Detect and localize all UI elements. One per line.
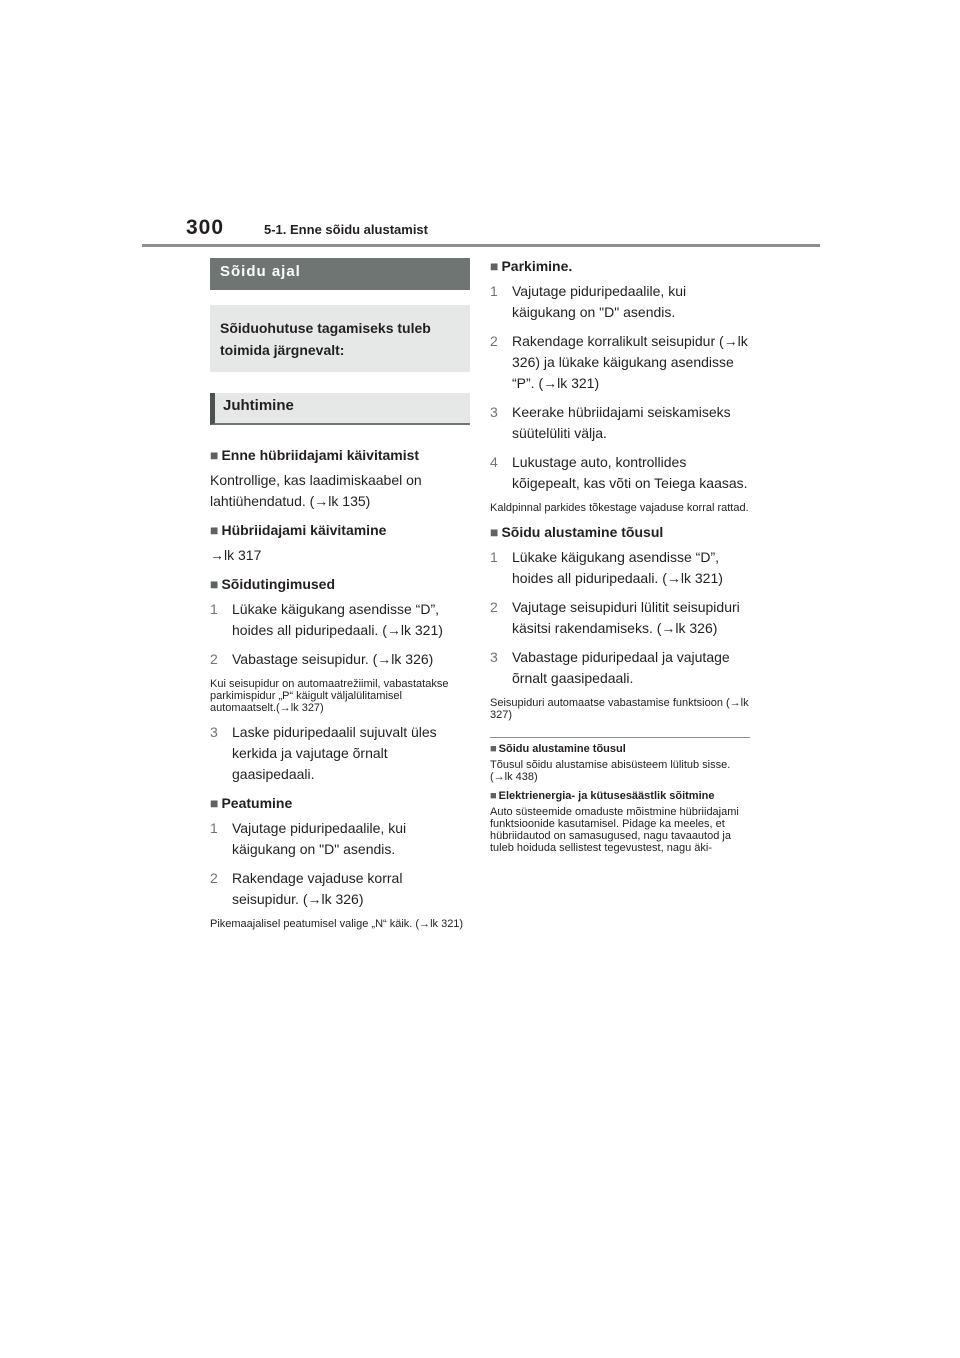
note-text: Pikemaajalisel peatumisel valige „N“ käik. (→lk 321) — [210, 918, 464, 930]
step-text: Vabastage piduripedaal ja vajutage õrnalt gaasipedaali. — [512, 649, 730, 686]
step-item — [490, 402, 750, 444]
step-text: Vajutage seisupiduri lülitit seisupiduri käsitsi rakendamiseks. (→lk 326) — [512, 599, 740, 636]
note-heading: ■ Elektrienergia- ja kütusesäästlik sõitmine — [490, 790, 715, 802]
note-body: Auto süsteemide omaduste mõistmine hübriidajami funktsioonide kasutamisel. Pidage ka meeles, et hübriidautod on samasugused, nagu tavaautod ja tuleb hoiduda sellistest tegevustest, nagu äki- — [490, 806, 739, 854]
note-text: Kaldpinnal parkides tõkestage vajaduse korral rattad. — [490, 502, 749, 514]
subsection-banner: Juhtimine — [210, 393, 470, 425]
step-text: Lükake käigukang asendisse “D”, hoides all piduripedaali. (→lk 321) — [232, 601, 443, 638]
step-number: 2 — [490, 333, 498, 349]
step-item — [210, 722, 470, 785]
step-number: 3 — [490, 649, 498, 665]
page-number: 300 — [186, 216, 225, 239]
step-number: 3 — [490, 404, 498, 420]
step-text: Vabastage seisupidur. (→lk 326) — [232, 651, 434, 667]
step-text: Lükake käigukang asendisse “D”, hoides all piduripedaali. (→lk 321) — [512, 549, 723, 586]
step-number: 1 — [210, 601, 218, 617]
header-divider — [142, 244, 820, 247]
step-item — [490, 452, 750, 494]
note-body: Tõusul sõidu alustamise abisüsteem lülitub sisse. (→lk 438) — [490, 759, 731, 783]
step-number: 1 — [490, 283, 498, 299]
step-text: Rakendage korralikult seisupidur (→lk 326) ja lükake käigukang asendisse “P”. (→lk 321) — [512, 333, 748, 391]
heading-before-start: ■ Enne hübriidajami käivitamist — [210, 447, 420, 463]
notes-divider — [490, 737, 750, 738]
step-item — [490, 331, 750, 394]
right-column — [490, 256, 750, 854]
section-title: 5-1. Enne sõidu alustamist — [264, 222, 428, 237]
step-item — [490, 647, 750, 689]
intro-box: Sõiduohutuse tagamiseks tuleb toimida järgnevalt: — [210, 305, 470, 372]
step-number: 3 — [210, 724, 218, 740]
paragraph-page-ref: →lk 317 — [210, 547, 262, 563]
step-text: Vajutage piduripedaalile, kui käigukang on "D" asendis. — [232, 820, 407, 857]
step-item — [210, 599, 470, 641]
square-bullet-icon: ■ — [210, 447, 219, 463]
square-bullet-icon: ■ — [210, 795, 219, 811]
step-number: 2 — [490, 599, 498, 615]
left-column — [210, 258, 470, 930]
square-bullet-icon: ■ — [490, 258, 499, 274]
heading-parking: ■ Parkimine. — [490, 258, 573, 274]
paragraph-cable-check: Kontrollige, kas laadimiskaabel on lahtiühendatud. (→lk 135) — [210, 472, 422, 509]
step-number: 1 — [490, 549, 498, 565]
square-bullet-icon: ■ — [210, 522, 219, 538]
step-item — [210, 649, 470, 670]
note-heading: ■ Sõidu alustamine tõusul — [490, 743, 626, 755]
step-text: Keerake hübriidajami seiskamiseks süütelüliti välja. — [512, 404, 731, 441]
step-item — [490, 597, 750, 639]
square-bullet-icon: ■ — [490, 743, 497, 755]
step-text: Lukustage auto, kontrollides kõigepealt, kas võti on Teiega kaasas. — [512, 454, 748, 491]
step-text: Rakendage vajaduse korral seisupidur. (→lk 326) — [232, 870, 403, 907]
heading-hill-start: ■ Sõidu alustamine tõusul — [490, 524, 664, 540]
step-item — [210, 868, 470, 910]
note-text: Kui seisupidur on automaatrežiimil, vabastatakse parkimispidur „P“ käigult väljalülitamisel automaatselt.(→lk 327) — [210, 678, 449, 714]
step-item — [210, 818, 470, 860]
step-number: 2 — [210, 870, 218, 886]
step-text: Vajutage piduripedaalile, kui käigukang on "D" asendis. — [512, 283, 687, 320]
square-bullet-icon: ■ — [210, 576, 219, 592]
heading-stopping: ■ Peatumine — [210, 795, 293, 811]
square-bullet-icon: ■ — [490, 790, 497, 802]
chapter-banner: Sõidu ajal — [210, 258, 470, 290]
heading-driving-conditions: ■ Sõidutingimused — [210, 576, 336, 592]
step-number: 1 — [210, 820, 218, 836]
page-header — [142, 216, 820, 246]
step-number: 2 — [210, 651, 218, 667]
step-item — [490, 281, 750, 323]
step-item — [490, 547, 750, 589]
heading-start-hybrid: ■ Hübriidajami käivitamine — [210, 522, 387, 538]
square-bullet-icon: ■ — [490, 524, 499, 540]
note-text: Seisupiduri automaatse vabastamise funktsioon (→lk 327) — [490, 697, 749, 721]
step-number: 4 — [490, 454, 498, 470]
step-text: Laske piduripedaalil sujuvalt üles kerkida ja vajutage õrnalt gaasipedaali. — [232, 724, 437, 782]
